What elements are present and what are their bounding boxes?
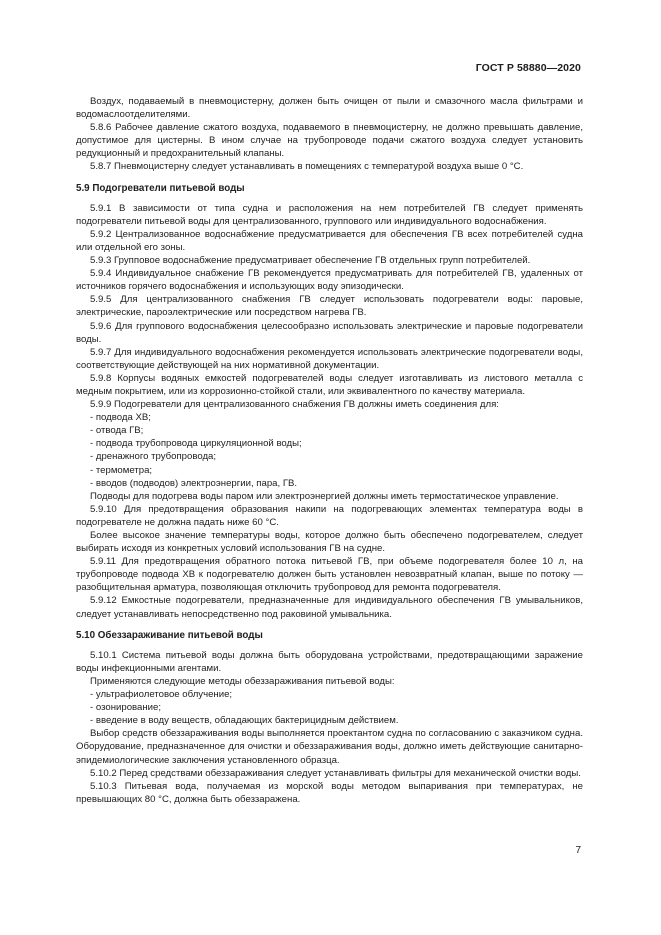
section-heading: 5.10 Обеззараживание питьевой воды [76,629,263,641]
section-heading: 5.9 Подогреватели питьевой воды [76,182,245,194]
paragraph: - дренажного трубопровода; [90,451,217,463]
paragraph: - вводов (подводов) электроэнергии, пара, ГВ. [90,477,298,489]
paragraph: - термометра; [90,464,153,476]
paragraph: Более высокое значение температуры воды, которое должно быть обеспечено подогревателем, следует выбирать исходя из конкретных условий использования ГВ на судне. [76,530,583,555]
paragraph: - введение в воду веществ, обладающих бактерицидным действием. [90,715,399,727]
paragraph: 5.9.7 Для индивидуального водоснабжения рекомендуется использовать электрические подогреватели воды, соответствующие действующей на них нормативной документации. [76,346,583,371]
paragraph: 5.9.3 Групповое водоснабжение предусматривает обеспечение ГВ отдельных групп потребителей. [90,255,531,267]
paragraph: 5.9.4 Индивидуальное снабжение ГВ рекомендуется предусматривать для потребителей ГВ, удаленных от источников горячего водоснабжения и использующих воду эпизодически. [76,268,583,293]
paragraph: Выбор средств обеззараживания воды выполняется проектантом судна по согласованию с заказчиком судна. Оборудование, предназначенное для очистки и обеззараживания воды, должно иметь действующие санитарно-эпидемиологические заключения установленного образца. [76,728,583,766]
paragraph: 5.9.5 Для централизованного снабжения ГВ следует использовать подогреватели воды: паровые, электрические, пароэлектрические или посредством нагрева ГВ. [76,294,583,319]
paragraph: 5.10.1 Система питьевой воды должна быть оборудована устройствами, предотвращающими заражение воды инфекционными агентами. [76,649,583,674]
paragraph: - отвода ГВ; [90,425,144,437]
paragraph: 5.9.6 Для группового водоснабжения целесообразно использовать электрические и паровые подогреватели воды. [76,320,583,345]
paragraph: 5.9.11 Для предотвращения обратного потока питьевой ГВ, при объеме подогревателя более 10 л, на трубопроводе подвода ХВ к подогревателю должен быть установлен невозвратный клапан, выше по потоку — разобщительная арматура, позволяющая отключить трубопровод для ремонта подогревателя. [76,556,583,594]
paragraph: 5.9.2 Централизованное водоснабжение предусматривается для обеспечения ГВ всех потребителей судна или отдельной его зоны. [76,228,583,253]
paragraph: Применяются следующие методы обеззараживания питьевой воды: [90,675,395,687]
paragraph: 5.9.9 Подогреватели для централизованного снабжения ГВ должны иметь соединения для: [90,399,499,411]
paragraph: Воздух, подаваемый в пневмоцистерну, должен быть очищен от пыли и смазочного масла фильтрами и водомаслоотделителями. [76,96,583,121]
page-number: 7 [575,845,581,856]
paragraph: 5.9.8 Корпусы водяных емкостей подогревателей воды следует изготавливать из листового металла с медным покрытием, или из коррозионно-стойкой стали, или эквивалентного по качеству материала. [76,372,583,397]
document-body [76,95,583,806]
paragraph: 5.10.2 Перед средствами обеззараживания следует устанавливать фильтры для механической очистки воды. [90,767,581,779]
paragraph: - озонирование; [90,702,162,714]
paragraph: 5.8.6 Рабочее давление сжатого воздуха, подаваемого в пневмоцистерну, не должно превышать давление, допустимое для цистерны. В ином случае на трубопроводе подачи сжатого воздуха следует установить редукционный и предохранительный клапаны. [76,122,583,160]
paragraph: 5.8.7 Пневмоцистерну следует устанавливать в помещениях с температурой воздуха выше 0 °С. [90,161,524,173]
paragraph: Подводы для подогрева воды паром или электроэнергией должны иметь термостатическое управление. [90,490,559,502]
standard-header: ГОСТ Р 58880—2020 [475,62,581,74]
paragraph: 5.9.10 Для предотвращения образования накипи на подогревающих элементах температура воды в подогревателе не должна падать ниже 60 °С. [76,503,583,528]
paragraph: 5.10.3 Питьевая вода, получаемая из морской воды методом выпаривания при температурах, не превышающих 80 °С, должна быть обеззаражена. [76,780,583,805]
paragraph: 5.9.12 Емкостные подогреватели, предназначенные для индивидуального обеспечения ГВ умывальников, следует устанавливать непосредственно под раковиной умывальника. [76,595,583,620]
paragraph: - подвода трубопровода циркуляционной воды; [90,438,302,450]
paragraph: - подвода ХВ; [90,412,151,424]
paragraph: 5.9.1 В зависимости от типа судна и расположения на нем потребителей ГВ следует применять подогреватели питьевой воды для централизованного, группового или индивидуального водоснабжения. [76,202,583,227]
paragraph: - ультрафиолетовое облучение; [90,689,233,701]
